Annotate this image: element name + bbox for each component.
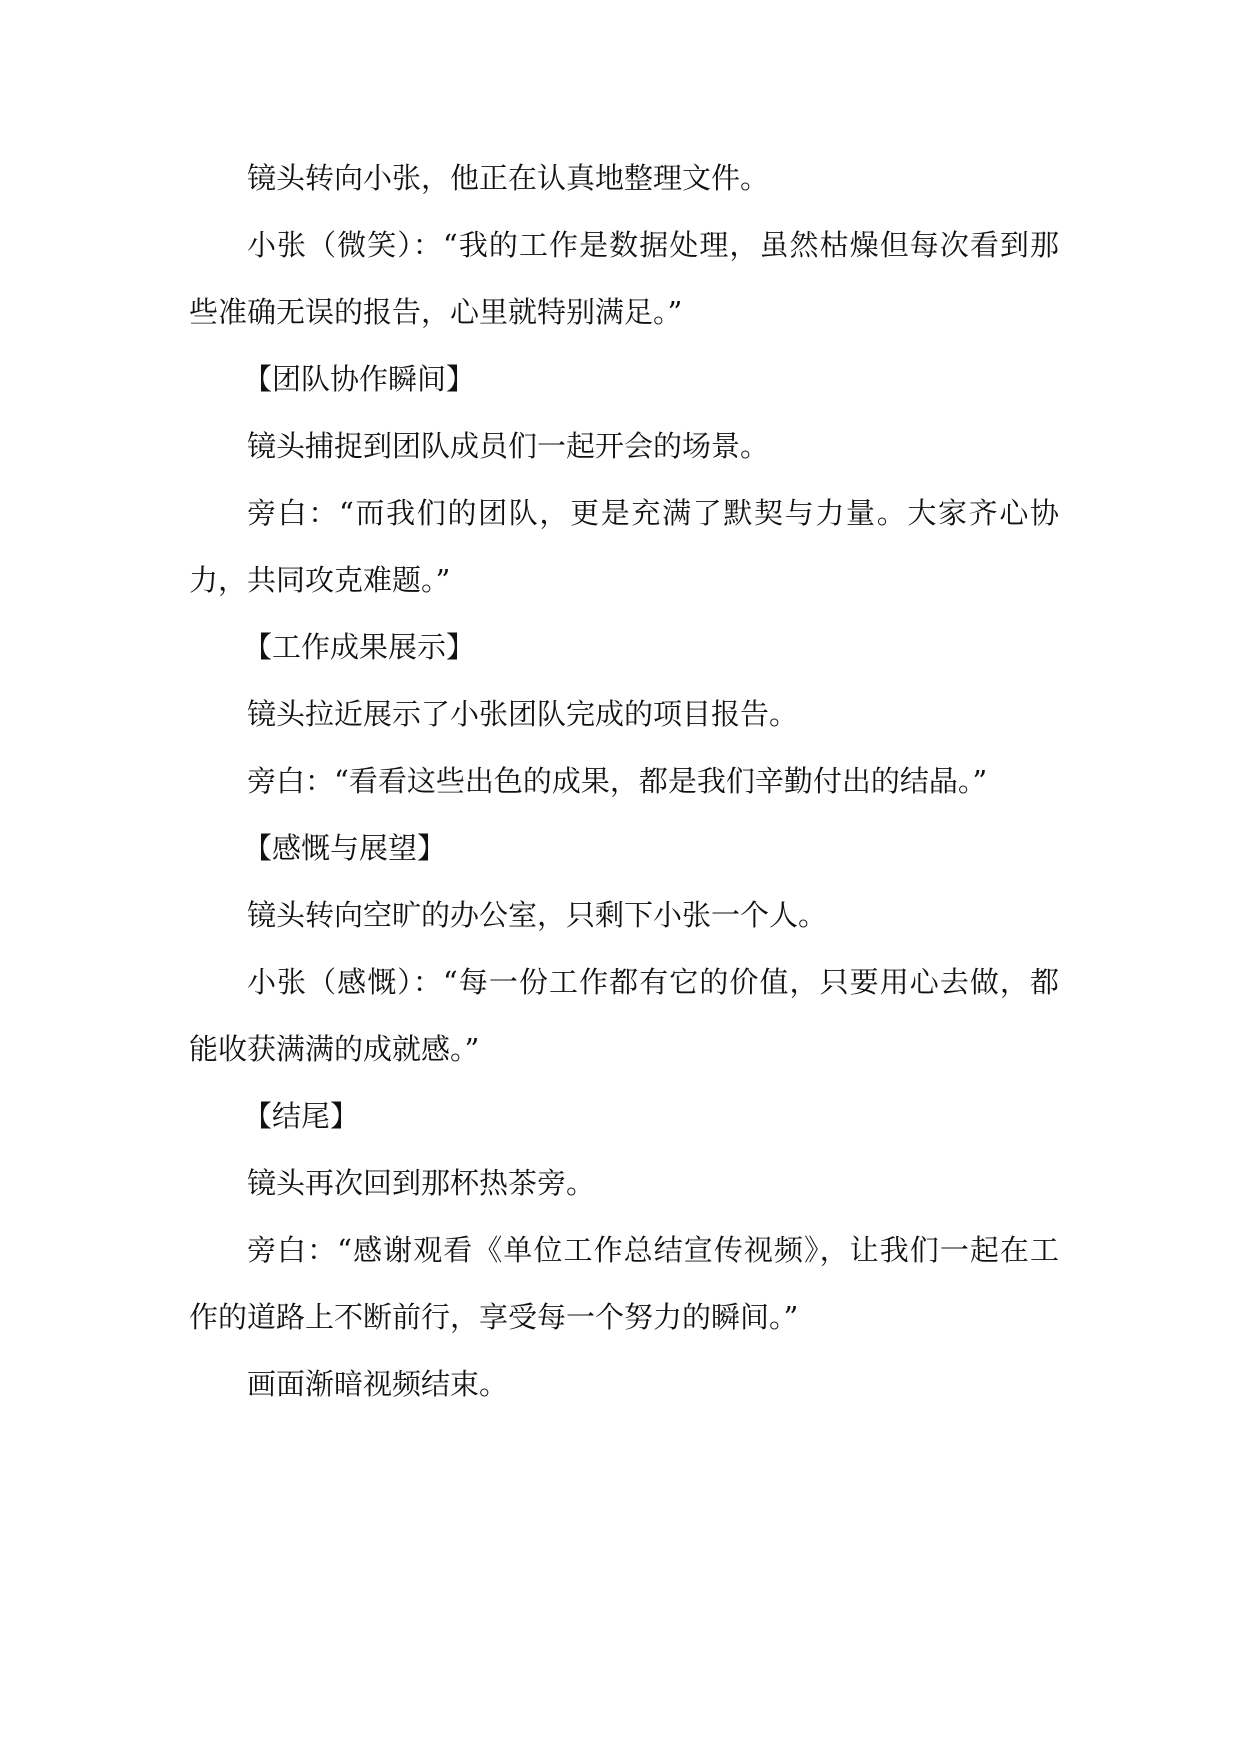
paragraph: 旁白：“而我们的团队，更是充满了默契与力量。大家齐心协力，共同攻克难题。” bbox=[189, 496, 1059, 597]
section-heading: 【感慨与展望】 bbox=[243, 831, 447, 865]
paragraph: 镜头转向小张，他正在认真地整理文件。 bbox=[247, 161, 770, 195]
section-heading: 【团队协作瞬间】 bbox=[243, 362, 476, 396]
paragraph: 小张（感慨）：“每一份工作都有它的价值，只要用心去做，都能收获满满的成就感。” bbox=[189, 965, 1059, 1066]
paragraph: 镜头转向空旷的办公室，只剩下小张一个人。 bbox=[247, 898, 828, 932]
paragraph: 小张（微笑）：“我的工作是数据处理，虽然枯燥但每次看到那些准确无误的报告，心里就特别满足。” bbox=[189, 228, 1059, 329]
paragraph: 旁白：“看看这些出色的成果，都是我们辛勤付出的结晶。” bbox=[247, 764, 988, 798]
paragraph: 镜头再次回到那杯热茶旁。 bbox=[247, 1166, 596, 1200]
section-heading: 【结尾】 bbox=[243, 1099, 360, 1133]
paragraph: 旁白：“感谢观看《单位工作总结宣传视频》，让我们一起在工作的道路上不断前行，享受每一个努力的瞬间。” bbox=[189, 1233, 1059, 1334]
paragraph: 镜头拉近展示了小张团队完成的项目报告。 bbox=[247, 697, 799, 731]
section-heading: 【工作成果展示】 bbox=[243, 630, 476, 664]
paragraph: 镜头捕捉到团队成员们一起开会的场景。 bbox=[247, 429, 770, 463]
document-body bbox=[189, 145, 1059, 1418]
paragraph: 画面渐暗视频结束。 bbox=[247, 1367, 509, 1401]
